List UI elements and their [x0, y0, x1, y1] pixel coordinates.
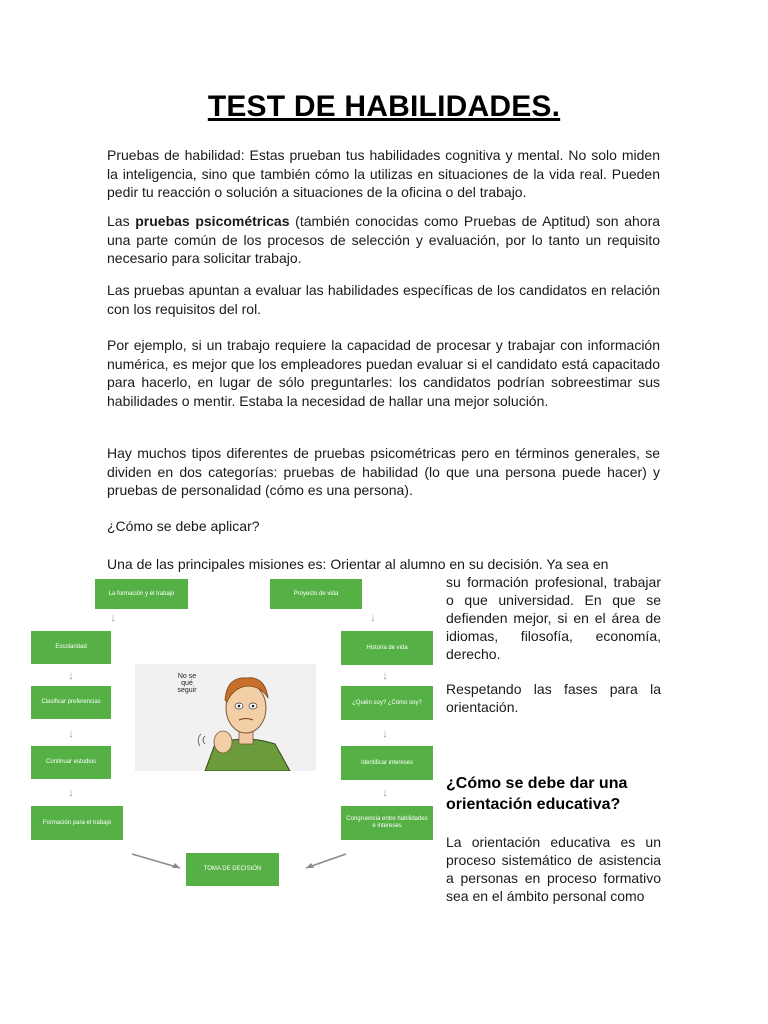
arrow-down-icon: ↓ — [382, 787, 388, 799]
arrow-down-icon: ↓ — [68, 728, 74, 740]
confused-student-illustration — [135, 664, 316, 771]
paragraph-example: Por ejemplo, si un trabajo requiere la capacidad de procesar y trabajar con información numérica, es mejor que los empleadores puedan evaluar si el candidato está capacitado para hacerlo, en lugar de sólo preguntarles: los candidatos podrían sobreestimar sus habilidades o mentir. Estaba la necesidad de hallar una mejor solución. — [107, 337, 660, 409]
diagram-box-formacion-trabajo: La formación y el trabajo — [95, 579, 188, 609]
arrow-down-icon: ↓ — [110, 612, 116, 624]
arrow-down-icon: ↓ — [382, 728, 388, 740]
paragraph-psychometric-pre: Las — [107, 213, 136, 229]
arrow-diagonal-icon — [128, 850, 188, 872]
speech-bubble-text: No se qué seguir — [177, 673, 197, 694]
arrow-diagonal-icon — [300, 850, 350, 872]
diagram-box-continuar: Continuar estudios — [31, 746, 111, 779]
page-title: TEST DE HABILIDADES. — [207, 90, 561, 123]
paragraph-mission: Una de las principales misiones es: Orientar al alumno en su decisión. Ya sea en — [107, 556, 609, 572]
diagram-box-congruencia: Congruencia entre habilidades e intereses — [341, 806, 433, 840]
paragraph-abilities: Pruebas de habilidad: Estas prueban tus habilidades cognitiva y mental. No solo miden la inteligencia, sino que también cómo la utilizas en situaciones de la vida real. Pueden pedir tu reacción o solución a situaciones de la oficina o del trabajo. — [107, 147, 660, 200]
diagram-box-intereses: Identificar intereses — [341, 746, 433, 780]
arrow-down-icon: ↓ — [68, 787, 74, 799]
student-icon — [135, 664, 316, 771]
diagram-box-proyecto-vida: Proyecto de vida — [270, 579, 362, 609]
side-heading-orientation: ¿Cómo se debe dar una orientación educativa? — [446, 775, 628, 813]
paragraph-how-apply: ¿Cómo se debe aplicar? — [107, 518, 260, 534]
paragraph-tests-aim: Las pruebas apuntan a evaluar las habilidades específicas de los candidatos en relación con los requisitos del rol. — [107, 282, 660, 317]
paragraph-types: Hay muchos tipos diferentes de pruebas psicométricas pero en términos generales, se dividen en dos categorías: pruebas de habilidad (lo que una persona puede hacer) y pruebas de personalidad (cómo es una persona). — [107, 445, 660, 498]
arrow-down-icon: ↓ — [370, 612, 376, 624]
diagram-box-formacion-para-trabajo: Formación para el trabajo — [31, 806, 123, 840]
side-paragraph-formation: su formación profesional, trabajar o que universidad. En que se defienden mejor, si en el área de idiomas, filosofía, economía, derecho. — [446, 574, 661, 662]
paragraph-psychometric-bold: pruebas psicométricas — [135, 213, 290, 229]
arrow-down-icon: ↓ — [68, 670, 74, 682]
paragraph-psychometric-post: (también conocidas como Pruebas de Aptitud) son ahora una parte común de los procesos de selección y evaluación, por lo tanto un requisito necesario para solicitar trabajo. — [107, 213, 661, 266]
arrow-down-icon: ↓ — [382, 670, 388, 682]
side-paragraph-education: La orientación educativa es un proceso sistemático de asistencia a personas en proceso formativo sea en el ámbito personal como — [446, 834, 661, 904]
side-paragraph-phases: Respetando las fases para la orientación. — [446, 681, 661, 715]
diagram-box-clasificar: Clasificar preferencias — [31, 686, 111, 719]
diagram-box-historia-vida: Historia de vida — [341, 631, 433, 665]
diagram-box-toma-decision: TOMA DE DECISIÓN — [186, 853, 279, 886]
diagram-box-quien-soy: ¿Quién soy? ¿Cómo soy? — [341, 686, 433, 720]
paragraph-psychometric — [107, 212, 660, 268]
diagram-box-escolaridad: Escolaridad — [31, 631, 111, 664]
